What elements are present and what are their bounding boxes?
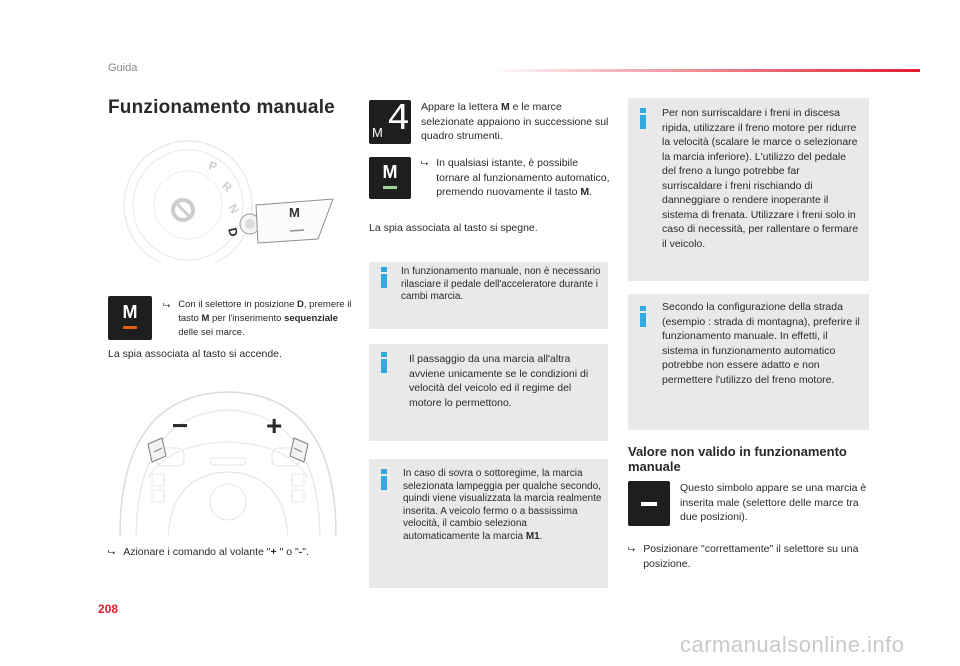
steering-wheel-illustration (108, 378, 348, 538)
step-use-paddles: ⮡ Azionare i comando al volante "+ " o "-". (108, 546, 309, 558)
appare-text: Appare la lettera M e le marce selezionate appaiono in successione sul quadro strumenti. (421, 101, 609, 142)
step-reposition-selector: ⮡ Posizionare "correttamente" il selettore su una posizione. (628, 543, 859, 570)
arrow-bullet-icon: ⮡ (628, 544, 636, 554)
m-manual-icon-2: M (369, 157, 411, 199)
svg-text:R: R (219, 178, 235, 195)
simbolo-text: Questo simbolo appare se una marcia è inserita male (selettore delle marce tra due posizioni). (680, 482, 867, 523)
info-box-no-release: In funzionamento manuale, non è necessario rilasciare il pedale dell'acceleratore durante i cambi marcia. (369, 262, 608, 329)
arrow-bullet-icon: ⮡ (108, 547, 116, 557)
spia-spegne-text: La spia associata al tasto si spegne. (369, 222, 538, 234)
page-title: Funzionamento manuale (108, 97, 335, 118)
info-box-brakes: Per non surriscaldare i freni in discesa ripida, utilizzare il freno motore per ridurre la velocità (scalare le marce o selezionare la marcia inferiore). L'utilizzo del pedale del freno a lungo potrebbe far surriscaldare i freni rischiando di danneggiare o rendere inoperante il sistema di frenata. Utilizzare i freni solo in caso di necessità, per rallentare o fermare il veicolo. (628, 98, 869, 281)
svg-text:P: P (207, 158, 219, 174)
gear-selector-illustration (108, 135, 344, 263)
m-manual-icon: M (108, 296, 152, 340)
section-label: Guida (108, 62, 138, 74)
svg-text:D: D (225, 226, 241, 239)
watermark: carmanualsonline.info (680, 632, 905, 657)
spia-accende-text: La spia associata al tasto si accende. (108, 348, 282, 360)
info-box-rev-limits: In caso di sovra o sottoregime, la marcia selezionata lampeggia per qualche secondo, quindi viene visualizzata la marcia realmente inserita. A veicolo fermo o a bassissima velocità, il cambio seleziona automaticamente la marcia M1. (369, 459, 608, 588)
header-rule (490, 69, 920, 72)
info-icon (381, 352, 387, 373)
info-icon (381, 267, 387, 288)
page-number: 208 (98, 602, 119, 616)
info-icon (381, 469, 387, 490)
step-select-sequential: ⮡ Con il selettore in posizione D, premere il tasto M per l'inserimento sequenziale delle sei marce. (163, 299, 352, 338)
paddle-plus-label: + (266, 410, 283, 441)
section-heading-invalid: Valore non valido in funzionamento manuale (628, 444, 847, 474)
info-box-mountain: Secondo la configurazione della strada (esempio : strada di montagna), preferire il funzionamento manuale. In effetti, il sistema in funzionamento automatico potrebbe non essere adatto e non permettere l'utilizzo del freno motore. (628, 294, 869, 430)
info-icon (640, 306, 646, 327)
invalid-gear-icon (628, 481, 670, 526)
step-return-auto: ⮡ In qualsiasi istante, è possibile tornare al funzionamento automatico, premendo nuovamente il tasto M. (421, 157, 610, 198)
info-box-gear-change: Il passaggio da una marcia all'altra avviene unicamente se le condizioni di velocità del veicolo ed il regime del motore lo permettono. (369, 344, 608, 441)
m-button-label: M (289, 205, 300, 220)
gear-display-icon: M 4 (369, 100, 411, 144)
arrow-bullet-icon: ⮡ (163, 300, 171, 310)
svg-text:N: N (225, 201, 242, 217)
info-icon (640, 108, 646, 129)
arrow-bullet-icon: ⮡ (421, 158, 429, 168)
paddle-minus-label: − (172, 410, 189, 441)
